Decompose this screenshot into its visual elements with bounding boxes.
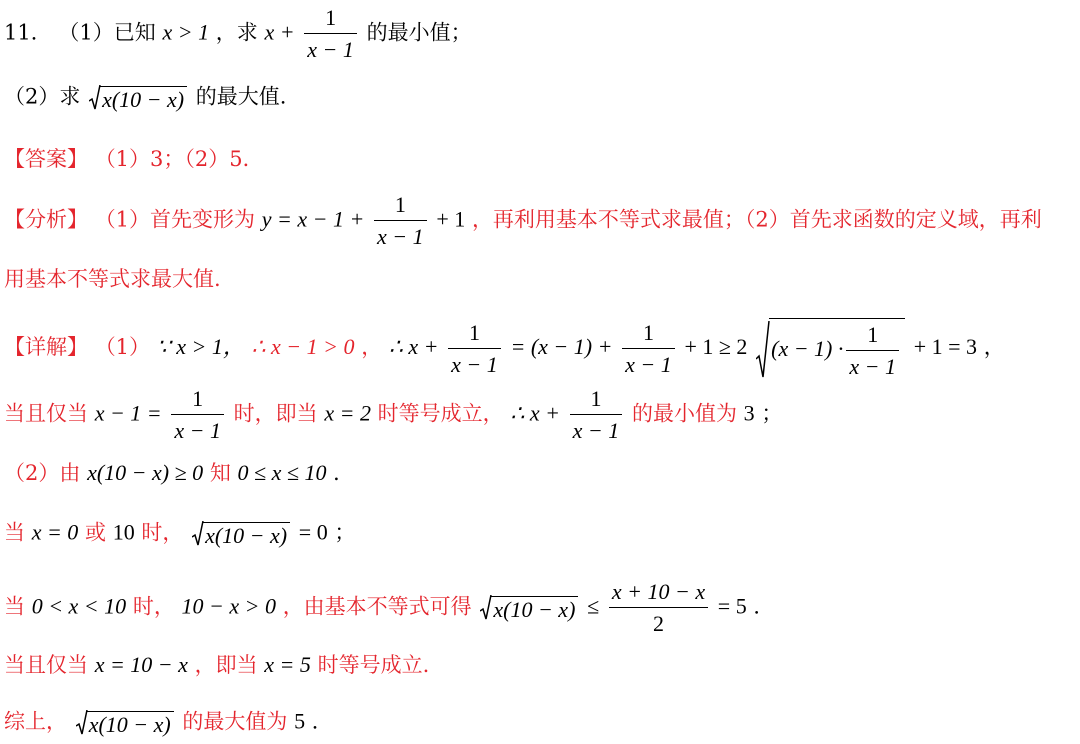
solution-l3-b: 知 [209,461,231,485]
solution-l2-b: 时，即当 [233,401,318,426]
solution-l5-c: ，由基本不等式可得 [282,594,472,619]
fraction-numerator: 1 [570,387,623,415]
solution-l4-b: 或 [85,520,106,545]
solution-l5-a: 当 [4,594,25,619]
solution-expr-a: ∴ x + [388,334,439,359]
part2-sqrt [89,85,187,111]
answer-line [4,149,1080,170]
solution-l2-expr-b: x = 2 [324,400,371,426]
solution-l5-b: 时， [132,594,175,619]
solution-l2-expr-c: ∴ x + [510,400,560,426]
solution-l2-c: 时等号成立， [377,401,504,426]
radicand-product: (x − 1) · [771,336,844,362]
solution-l2-fraction-1 [171,387,224,443]
fraction-numerator: 1 [622,321,675,349]
solution-l6-b: ，即当 [194,653,258,677]
solution-radicand [769,318,905,379]
fraction-denominator: x − 1 [625,351,672,377]
solution-l2-a: 当且仅当 [4,401,88,426]
part1-goal: 的最小值； [366,20,472,45]
solution-l7-radicand: x(10 − x) [87,711,174,736]
solution-l7-b: 的最大值为 [182,709,288,734]
solution-line-6 [4,654,1080,676]
fraction-numerator: 1 [374,193,427,221]
solution-l3-a: （2）由 [4,461,81,485]
solution-expr-c: + 1 ≥ 2 [684,334,748,359]
solution-l3-expr-b: 0 ≤ x ≤ 10 [237,460,327,485]
solution-line-3 [4,462,1080,484]
analysis-label: 【分析】 [4,207,88,232]
answer-label: 【答案】 [4,147,88,171]
solution-l5-sqrt [480,595,578,621]
solution-part1: （1） [94,335,151,359]
solution-l4-a: 当 [4,520,25,545]
solution-expr-d: + 1 = 3 [913,334,978,359]
fraction-denominator: x − 1 [174,418,221,443]
fraction-numerator: 1 [448,321,501,349]
problem-number: 11． [4,20,52,45]
solution-l6-c: 时等号成立. [317,653,430,677]
solution-label: 【详解】 [4,335,88,359]
solution-l2-end: ； [761,401,783,426]
analysis-fraction [374,193,427,249]
solution-since: ∵ x > 1， [156,334,245,359]
solution-l4-end: ； [334,520,356,545]
part1-ask: ，求 [215,20,258,45]
solution-l7-a: 综上， [4,709,67,734]
part1-condition: x > 1 [162,19,210,45]
radical-sign-icon [756,321,770,379]
fraction-denominator: 2 [652,611,664,636]
problem-part2-line [4,85,1080,111]
solution-therefore: ∴ x − 1 > 0 [251,334,355,359]
solution-l5-expr-a: 0 < x < 10 [31,593,127,619]
solution-l5-expr-b: 10 − x > 0 [181,593,276,619]
analysis-text-2: ，再利用基本不等式求最值；（2）首先求函数的定义域，再利 [471,207,1042,232]
solution-line-5 [4,580,1080,636]
fraction-denominator: x − 1 [849,354,897,379]
solution-l5-le: ≤ [587,593,600,619]
fraction-denominator: x − 1 [307,37,354,62]
solution-l4-expr-a: x = 0 [31,519,79,545]
part1-expression: x + [264,19,295,45]
solution-expr-b: = (x − 1) + [510,334,613,359]
solution-l4-radicand: x(10 − x) [203,522,290,547]
analysis-expression-b: + 1 [436,206,466,232]
radicand-fraction [846,323,899,379]
fraction-numerator: x + 10 − x [609,580,708,608]
part2-radicand: x(10 − x) [100,86,187,111]
answer-text: （1）3；（2）5． [94,147,264,171]
solution-line-4 [4,521,1080,547]
solution-fraction-1 [448,321,501,377]
solution-l2-d: 的最小值为 [631,401,737,426]
analysis-line-1 [4,193,1080,249]
fraction-denominator: x − 1 [377,224,424,249]
part2-goal: 的最大值. [195,84,287,109]
solution-l2-value: 3 [743,400,755,426]
fraction-numerator: 1 [171,387,224,415]
fraction-numerator: 1 [846,323,899,351]
solution-separator: ， [361,335,383,359]
solution-l3-end: ． [333,461,355,485]
solution-l2-fraction-2 [570,387,623,443]
solution-line-2 [4,387,1080,443]
problem-part1-line [4,6,1080,62]
analysis-line-2 [4,269,1080,290]
analysis-expression-a: y = x − 1 + [261,206,365,232]
fraction-numerator: 1 [304,6,357,34]
solution-l6-expr-b: x = 5 [264,652,311,677]
fraction-denominator: x − 1 [572,418,620,443]
solution-line-1 [4,318,1080,379]
solution-l4-expr-c: = 0 [298,519,328,545]
solution-l2-expr-a: x − 1 = [94,400,162,426]
solution-l6-expr-a: x = 10 − x [94,652,188,677]
solution-l7-value: 5 [294,708,306,734]
solution-l5-fraction [609,580,708,636]
solution-l7-end: ． [311,709,333,734]
fraction-denominator: x − 1 [451,351,498,377]
part1-fraction [304,6,357,62]
solution-l4-sqrt [192,521,290,547]
solution-l3-expr-a: x(10 − x) ≥ 0 [87,460,204,485]
analysis-text-3: 用基本不等式求最大值. [4,267,221,291]
solution-sqrt [756,318,905,379]
solution-l5-expr-c: = 5 [717,593,747,619]
part2-label: （2）求 [4,84,81,109]
solution-l4-expr-b: 10 [112,519,135,545]
solution-line-1-end: ， [983,335,1005,359]
solution-l5-end: ． [753,594,775,619]
solution-fraction-2 [622,321,675,377]
solution-l6-a: 当且仅当 [4,653,88,677]
solution-l5-radicand: x(10 − x) [491,596,578,621]
solution-line-7 [4,710,1080,736]
solution-l7-sqrt [76,710,174,736]
part1-label: （1）已知 [58,20,156,45]
solution-l4-c: 时， [141,520,184,545]
analysis-text-1: （1）首先变形为 [94,207,256,232]
